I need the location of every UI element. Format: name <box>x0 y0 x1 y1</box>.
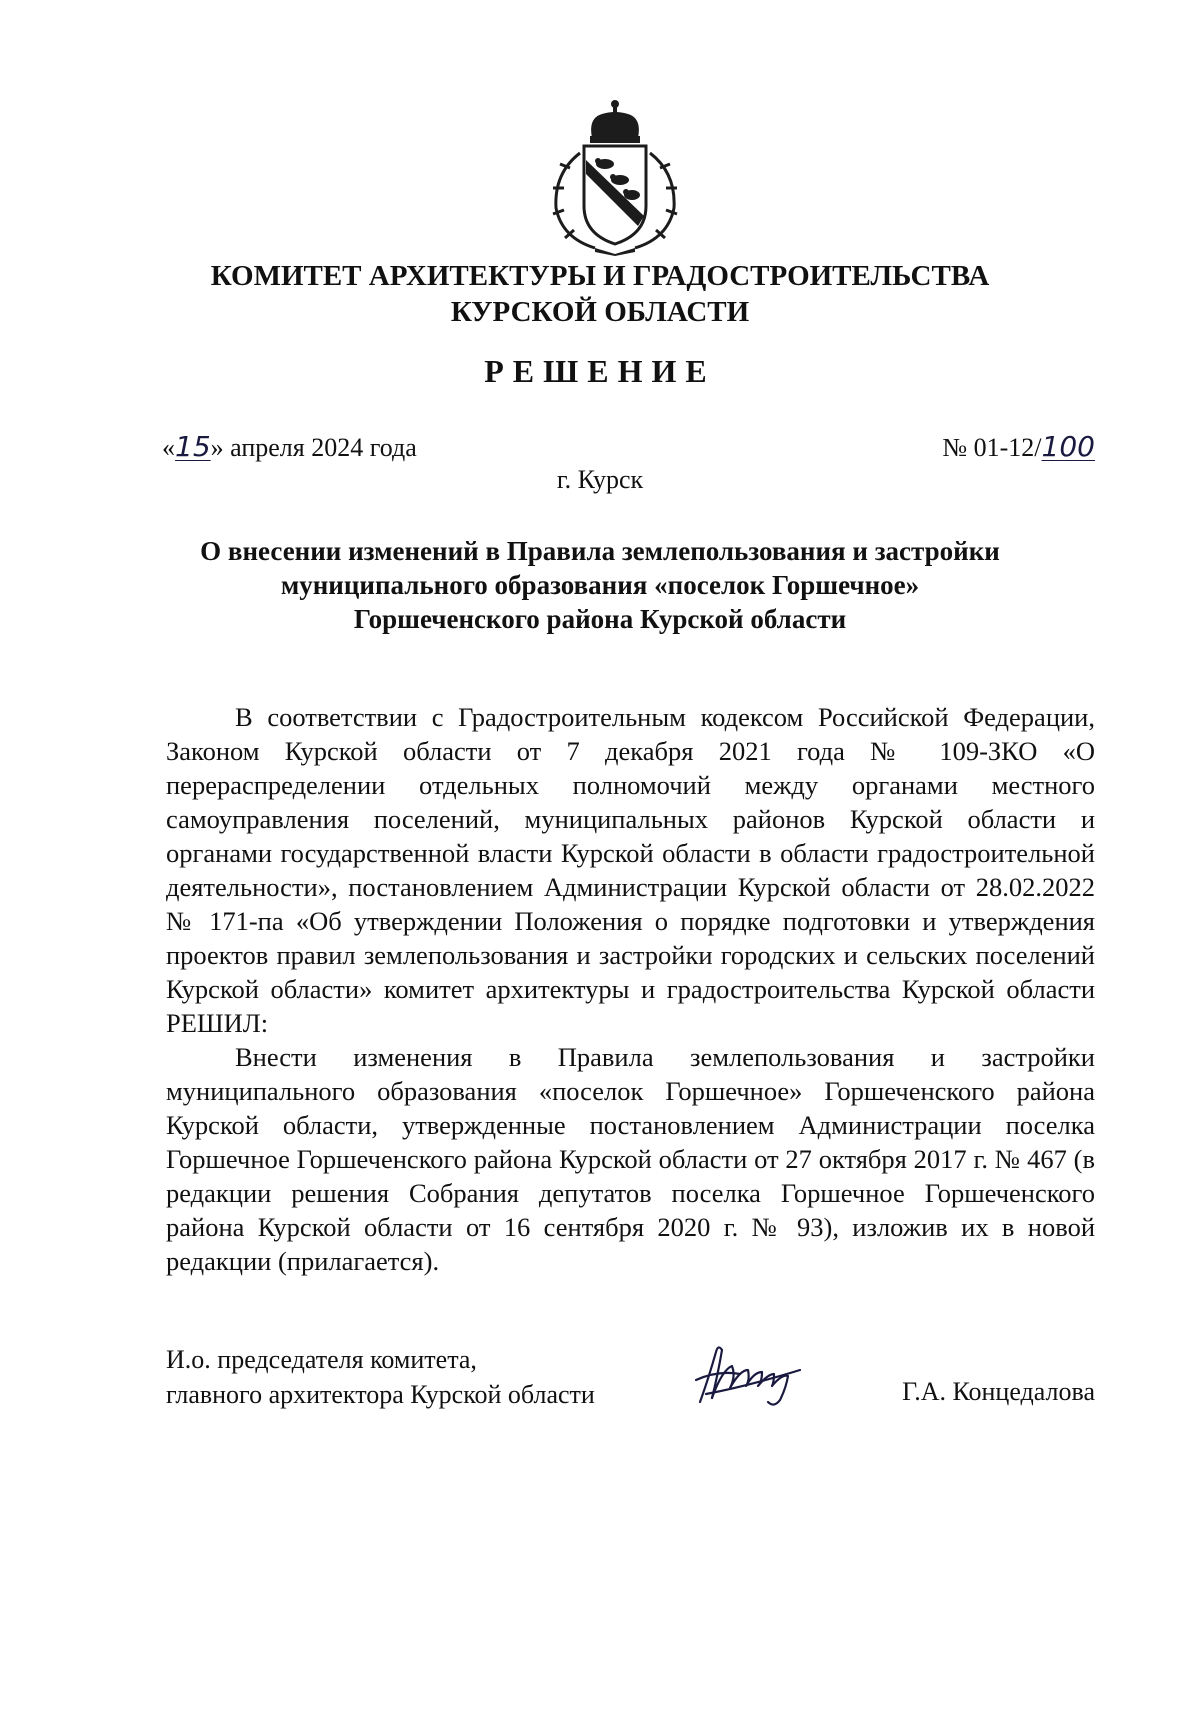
organization-name-line1: КОМИТЕТ АРХИТЕКТУРЫ И ГРАДОСТРОИТЕЛЬСТВА <box>210 260 990 292</box>
date-day-handwritten: 15 <box>175 430 211 463</box>
organization-name-line2: КУРСКОЙ ОБЛАСТИ <box>450 296 750 328</box>
document-body <box>166 700 1095 1278</box>
document-type-title: РЕШЕНИЕ <box>484 353 716 389</box>
handwritten-signature <box>688 1340 818 1410</box>
document-subject <box>0 534 1200 636</box>
document-number-prefix: № 01-12/ <box>942 433 1042 462</box>
date-open-quote: « <box>162 433 175 462</box>
signatory-title-line1: И.о. председателя комитета, <box>166 1345 477 1374</box>
body-paragraph-2: Внести изменения в Правила землепользования и застройки муниципального образования «поселок Горшечное» Горшеченского района Курской области, утвержденные постановлением Администрации поселка Горшечное Горшеченского района Курской области от 27 октября 2017 г. № 467 (в редакции решения Собрания депутатов поселка Горшечное Горшеченского района Курской области от 16 сентября 2020 г. № 93), изложив их в новой редакции (прилагается). <box>166 1042 1095 1276</box>
body-paragraph-1: В соответствии с Градостроительным кодексом Российской Федерации, Законом Курской области от 7 декабря 2021 года № 109-ЗКО «О перераспределении отдельных полномочий между органами местного самоуправления поселений, муниципальных районов Курской области и органами государственной власти Курской области в области градостроительной деятельности», постановлением Администрации Курской области от 28.02.2022 № 171-па «Об утверждении Положения о порядке подготовки и утверждения проектов правил землепользования и застройки городских и сельских поселений Курской области» комитет архитектуры и градостроительства Курской области РЕШИЛ: <box>166 702 1095 1038</box>
document-number <box>942 430 1095 463</box>
document-date <box>162 430 417 463</box>
organization-name <box>0 258 1200 330</box>
kursk-region-coat-of-arms-icon <box>540 98 690 256</box>
document-city: г. Курск <box>556 465 644 494</box>
signatory-name: Г.А. Концедалова <box>902 1377 1095 1406</box>
subject-line2: муниципального образования «поселок Горшечное» <box>280 570 920 600</box>
signatory-title-line2: главного архитектора Курской области <box>166 1380 595 1409</box>
subject-line3: Горшеченского района Курской области <box>353 604 847 634</box>
document-number-handwritten: 100 <box>1041 430 1095 463</box>
date-month-year: » апреля 2024 года <box>210 433 417 462</box>
signatory-title <box>166 1342 595 1412</box>
subject-line1: О внесении изменений в Правила землепользования и застройки <box>200 536 1000 566</box>
